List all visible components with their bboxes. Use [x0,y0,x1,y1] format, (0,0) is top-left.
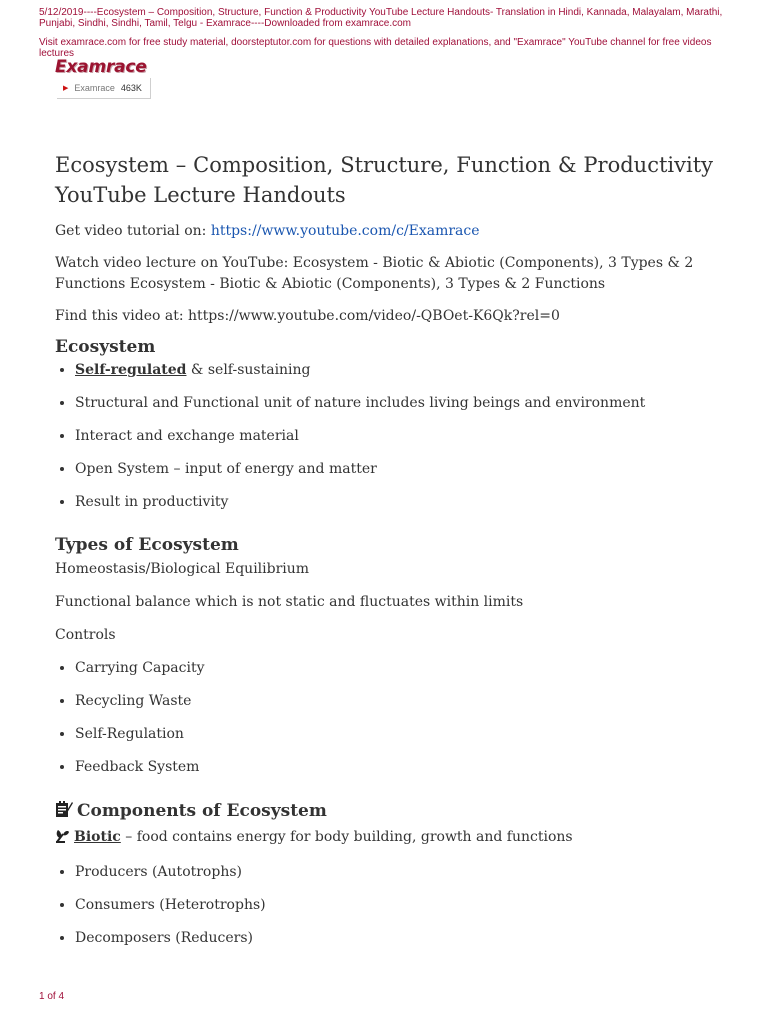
list-item: • Open System – input of energy and matter [75,459,713,480]
main-content [55,150,713,949]
list-item: • Self-Regulation [75,724,713,745]
header-line-2: Visit examrace.com for free study material, doorsteptutor.com for questions with detailed explanations, and "Examrace" YouTube channel for free videos lectures [39,37,712,59]
ecosystem-heading: Ecosystem [55,337,156,357]
self-regulated-term: Self-regulated [75,362,187,378]
components-heading: Components of Ecosystem [55,800,713,823]
biotic-term: Biotic [74,829,121,845]
tutorial-line [55,221,713,242]
list-item: • Interact and exchange material [75,426,713,447]
list-item: • Structural and Functional unit of nature includes living beings and environment [75,393,713,414]
list-item: • Feedback System [75,757,713,778]
list-item: • Self-regulated & self-sustaining [75,360,713,381]
list-item: • Consumers (Heterotrophs) [75,895,713,916]
examrace-logo[interactable]: Examrace [55,57,147,77]
header-line-1: 5/12/2019----Ecosystem – Composition, Structure, Function & Productivity YouTube Lecture Handouts- Translation in Hindi, Kannada, Malayalam, Marathi, Punjabi, Sindhi, Sindhi, Tamil, Telgu - Examrace----Downloaded from examrace.com [39,7,723,29]
list-item: • Decomposers (Reducers) [75,928,713,949]
page-title: Ecosystem – Composition, Structure, Function & Productivity YouTube Lecture Handouts [55,153,713,207]
youtube-play-icon: ▶ [63,85,69,92]
youtube-subscriber-count: 463K [120,83,142,93]
plant-icon [55,829,70,850]
types-paragraph-3: Controls [55,627,116,643]
memo-icon [55,800,73,823]
controls-list [55,658,713,778]
page-number: 1 of 4 [39,991,65,1002]
tutorial-label: Get video tutorial on: [55,223,211,239]
tutorial-link[interactable]: https://www.youtube.com/c/Examrace [210,223,480,239]
list-item: • Recycling Waste [75,691,713,712]
list-item: • Producers (Autotrophs) [75,862,713,883]
list-item: • Carrying Capacity [75,658,713,679]
youtube-channel-name: Examrace [74,83,115,93]
types-paragraph-1: Homeostasis/Biological Equilibrium [55,561,310,577]
youtube-subscribe-badge[interactable] [57,78,151,99]
types-heading: Types of Ecosystem [55,535,239,555]
watch-text: Watch video lecture on YouTube: Ecosystem - Biotic & Abiotic (Components), 3 Types & 2 Functions Ecosystem - Biotic & Abiotic (Components), 3 Types & 2 Functions [55,255,694,292]
ecosystem-list [55,360,713,513]
biotic-line: Biotic – food contains energy for body building, growth and functions [55,827,713,850]
types-paragraph-2: Functional balance which is not static and fluctuates within limits [55,594,524,610]
list-item: • Result in productivity [75,492,713,513]
find-video-text: Find this video at: https://www.youtube.com/video/-QBOet-K6Qk?rel=0 [55,308,560,324]
biotic-list [55,862,713,949]
